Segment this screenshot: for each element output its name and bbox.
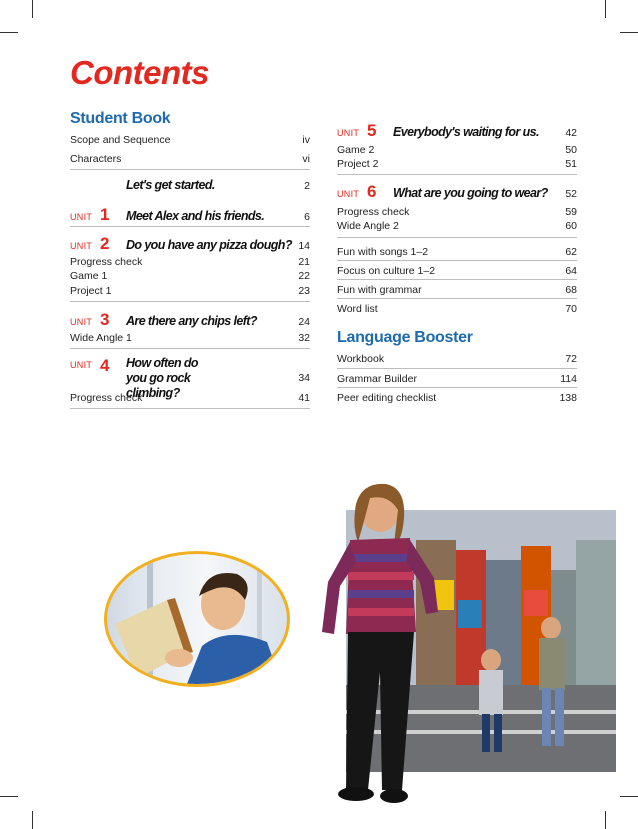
- toc-line-page: 59: [565, 206, 577, 218]
- girl-standing-photo: [298, 482, 448, 810]
- toc-line[interactable]: [337, 303, 577, 315]
- unit-title: How often do you go rock climbing?: [126, 356, 198, 400]
- toc-line[interactable]: [70, 392, 310, 404]
- unit-page: 24: [298, 316, 310, 328]
- toc-line[interactable]: [70, 153, 310, 165]
- toc-line[interactable]: [70, 134, 310, 146]
- student-book-title: Student Book: [70, 110, 171, 127]
- toc-line-label: Characters: [70, 153, 122, 165]
- toc-line-label: Progress check: [337, 206, 410, 218]
- unit-page: 14: [298, 240, 310, 252]
- divider: [70, 408, 310, 409]
- unit-number: 3: [100, 310, 110, 329]
- unit-title: Do you have any pizza dough?: [126, 238, 292, 252]
- unit-title: Meet Alex and his friends.: [126, 209, 265, 223]
- toc-line[interactable]: [337, 265, 577, 277]
- unit-number: 6: [367, 182, 377, 201]
- divider: [70, 301, 310, 302]
- crop-mark: [620, 32, 638, 33]
- unit-page: 2: [304, 180, 310, 192]
- toc-line[interactable]: [337, 158, 577, 170]
- unit-word: UNIT: [70, 241, 93, 251]
- divider: [337, 368, 577, 369]
- toc-line-page: 23: [298, 285, 310, 297]
- toc-line-label: Workbook: [337, 353, 385, 365]
- toc-line-page: 32: [298, 332, 310, 344]
- toc-line-label: Grammar Builder: [337, 373, 417, 385]
- boy-reading-illustration: [107, 554, 287, 684]
- toc-line[interactable]: [337, 246, 577, 258]
- unit-title: Are there any chips left?: [126, 314, 257, 328]
- unit-word: UNIT: [337, 128, 360, 138]
- crop-mark: [32, 0, 33, 18]
- divider: [70, 169, 310, 170]
- divider: [337, 260, 577, 261]
- unit-page: 6: [304, 211, 310, 223]
- crop-mark: [0, 32, 18, 33]
- toc-line-label: Fun with songs 1–2: [337, 246, 429, 258]
- unit-number: 2: [100, 234, 110, 253]
- toc-line[interactable]: [70, 270, 310, 282]
- unit-title: What are you going to wear?: [393, 186, 548, 200]
- toc-line-label: Scope and Sequence: [70, 134, 171, 146]
- toc-line-label: Focus on culture 1–2: [337, 265, 436, 277]
- toc-line[interactable]: [337, 373, 577, 385]
- divider: [70, 226, 310, 227]
- divider: [337, 174, 577, 175]
- toc-line-page: 64: [565, 265, 577, 277]
- toc-line-page: 22: [298, 270, 310, 282]
- unit-number: 4: [100, 356, 110, 375]
- unit-word: UNIT: [70, 360, 93, 370]
- toc-line-label: Game 2: [337, 144, 375, 156]
- toc-line[interactable]: [70, 256, 310, 268]
- toc-line-page: 138: [559, 392, 577, 404]
- language-booster-title: Language Booster: [337, 329, 473, 346]
- toc-line-label: Game 1: [70, 270, 108, 282]
- unit-number: 5: [367, 121, 377, 140]
- unit-page: 52: [565, 188, 577, 200]
- crop-mark: [620, 796, 638, 797]
- unit-title: Everybody's waiting for us.: [393, 125, 539, 139]
- divider: [337, 237, 577, 238]
- toc-line-label: Progress check: [70, 392, 143, 404]
- toc-line-page: 51: [565, 158, 577, 170]
- toc-line-page: 68: [565, 284, 577, 296]
- toc-line[interactable]: [337, 144, 577, 156]
- toc-line[interactable]: [337, 206, 577, 218]
- unit-word: UNIT: [70, 212, 93, 222]
- toc-line-page: vi: [302, 153, 310, 165]
- toc-line-page: 62: [565, 246, 577, 258]
- toc-line-page: 70: [565, 303, 577, 315]
- toc-line-label: Project 2: [337, 158, 379, 170]
- toc-unit[interactable]: [70, 310, 310, 330]
- toc-line-page: 60: [565, 220, 577, 232]
- toc-line-page: iv: [302, 134, 310, 146]
- toc-line[interactable]: [70, 332, 310, 344]
- toc-line[interactable]: [337, 284, 577, 296]
- crop-mark: [32, 811, 33, 829]
- toc-line-page: 114: [560, 373, 577, 385]
- toc-line-label: Wide Angle 1: [70, 332, 132, 344]
- divider: [337, 387, 577, 388]
- divider: [70, 348, 310, 349]
- toc-line-label: Fun with grammar: [337, 284, 422, 296]
- toc-line-label: Wide Angle 2: [337, 220, 399, 232]
- toc-unit[interactable]: [337, 121, 577, 141]
- unit-page: 34: [298, 372, 310, 384]
- toc-line[interactable]: [70, 285, 310, 297]
- boy-reading-photo: [104, 551, 290, 687]
- unit-number: 1: [100, 205, 110, 224]
- toc-line-page: 41: [298, 392, 310, 404]
- toc-line[interactable]: [337, 353, 577, 365]
- crop-mark: [0, 796, 18, 797]
- divider: [337, 298, 577, 299]
- toc-unit[interactable]: [70, 205, 310, 225]
- toc-line-label: Progress check: [70, 256, 143, 268]
- toc-line-label: Project 1: [70, 285, 112, 297]
- toc-line-label: Word list: [337, 303, 378, 315]
- toc-unit[interactable]: [70, 178, 310, 193]
- unit-page: 42: [565, 127, 577, 139]
- toc-line-label: Peer editing checklist: [337, 392, 437, 404]
- toc-line-page: 21: [298, 256, 310, 268]
- toc-unit[interactable]: [70, 234, 310, 254]
- crop-mark: [605, 811, 606, 829]
- unit-title: Let's get started.: [126, 178, 215, 192]
- toc-line[interactable]: [337, 392, 577, 404]
- divider: [337, 279, 577, 280]
- toc-line[interactable]: [337, 220, 577, 232]
- toc-unit[interactable]: [337, 182, 577, 202]
- unit-word: UNIT: [70, 317, 93, 327]
- toc-line-page: 50: [565, 144, 577, 156]
- crop-mark: [605, 0, 606, 18]
- unit-word: UNIT: [337, 189, 360, 199]
- page-title: Contents: [70, 54, 209, 91]
- toc-line-page: 72: [565, 353, 577, 365]
